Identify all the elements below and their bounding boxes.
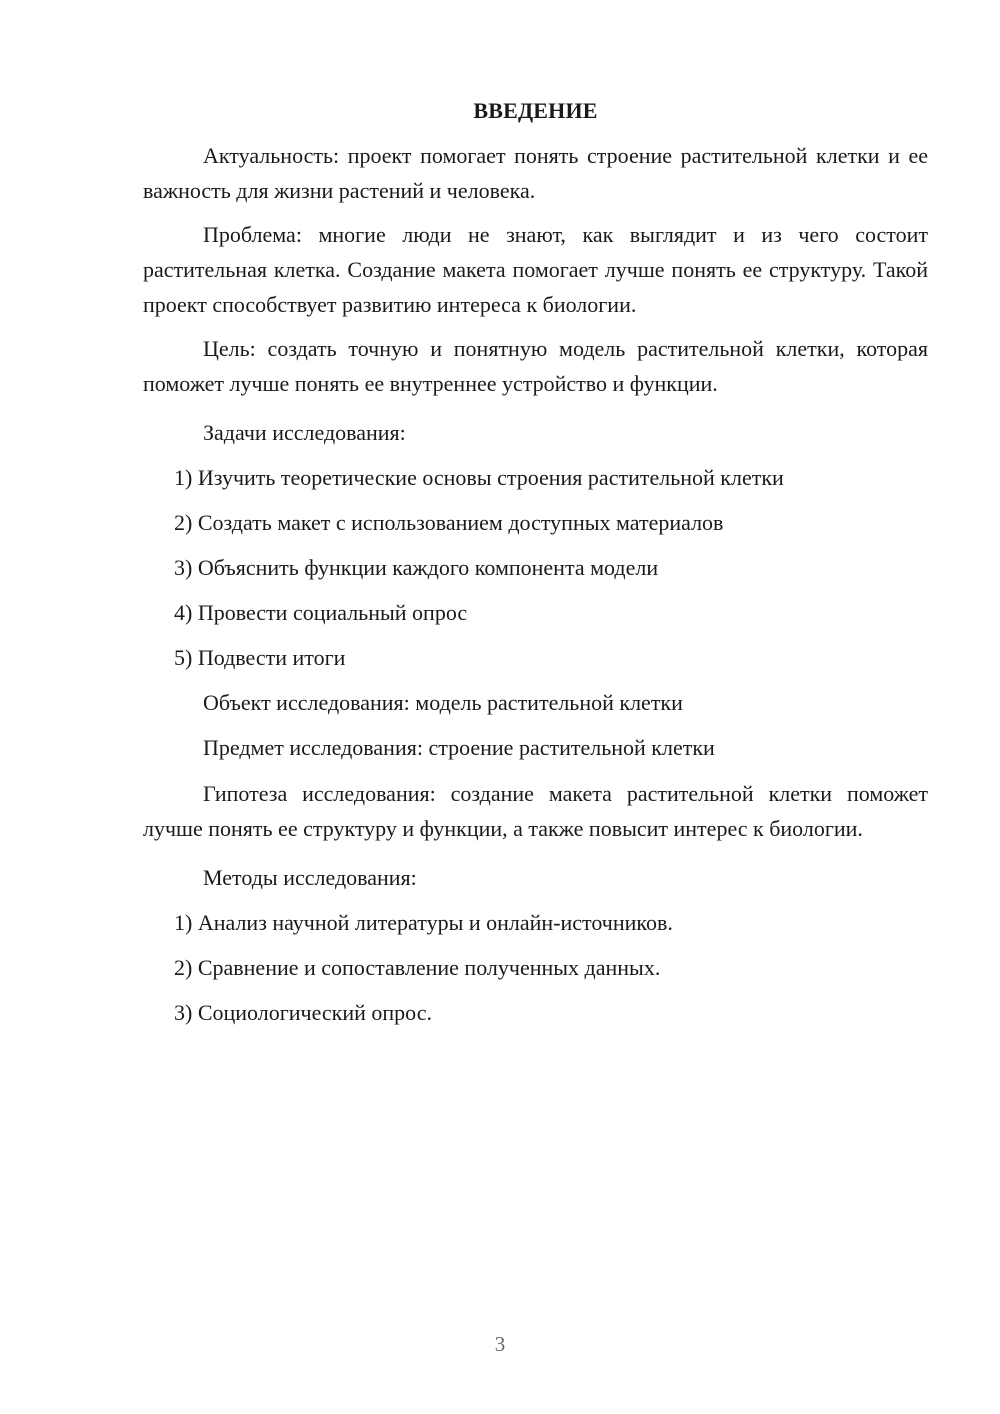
list-item: 1) Изучить теоретические основы строения растительной клетки [174, 465, 784, 490]
list-item: 1) Анализ научной литературы и онлайн-источников. [174, 910, 673, 935]
methods-heading: Методы исследования: [203, 865, 417, 890]
page-content [143, 95, 928, 1035]
list-item: 3) Объяснить функции каждого компонента модели [174, 555, 659, 580]
subject-line: Предмет исследования: строение растительной клетки [203, 735, 715, 760]
tasks-list [143, 455, 928, 680]
list-item: 5) Подвести итоги [174, 645, 346, 670]
list-item: 3) Социологический опрос. [174, 1000, 432, 1025]
hypothesis-paragraph: Гипотеза исследования: создание макета растительной клетки поможет лучше понять ее структуру и функции, а также повысит интерес к биологии. [143, 781, 928, 841]
object-line: Объект исследования: модель растительной клетки [203, 690, 683, 715]
list-item: 2) Сравнение и сопоставление полученных данных. [174, 955, 661, 980]
list-item: 4) Провести социальный опрос [174, 600, 468, 625]
methods-list [143, 900, 928, 1035]
list-item: 2) Создать макет с использованием доступных материалов [174, 510, 724, 535]
tasks-heading: Задачи исследования: [203, 420, 406, 445]
page-number: 3 [494, 1332, 506, 1356]
relevance-paragraph: Актуальность: проект помогает понять строение растительной клетки и ее важность для жизни растений и человека. [143, 143, 928, 203]
section-title: ВВЕДЕНИЕ [473, 98, 598, 123]
goal-paragraph: Цель: создать точную и понятную модель растительной клетки, которая поможет лучше понять ее внутреннее устройство и функции. [143, 336, 928, 396]
problem-paragraph: Проблема: многие люди не знают, как выглядит и из чего состоит растительная клетка. Создание макета помогает лучше понять ее структуру. Такой проект способствует развитию интереса к биологии. [143, 222, 928, 317]
